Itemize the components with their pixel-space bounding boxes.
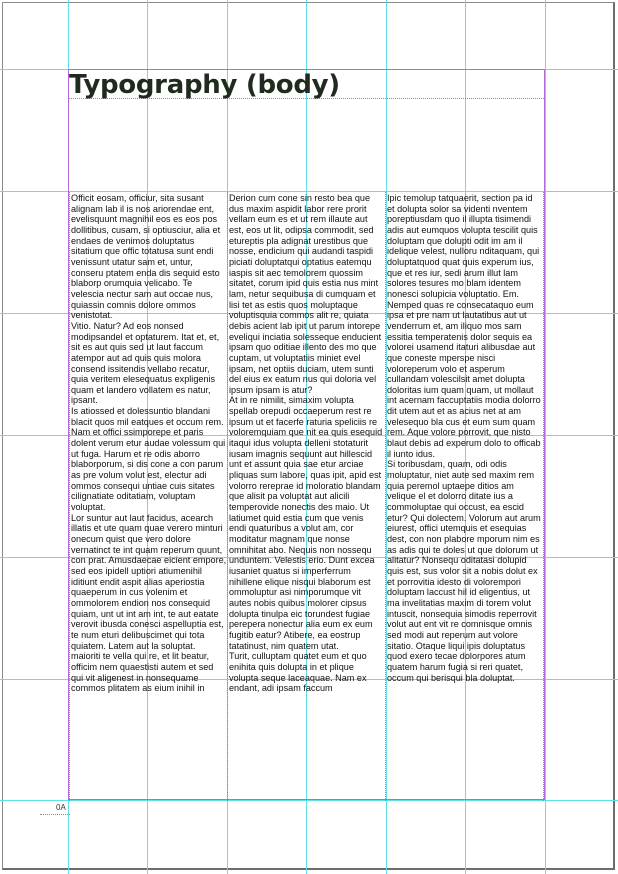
paragraph: At in re nimilit, simaxim volupta spellab orepudi occaeperum rest re ipsum ut et facerfe raturia speliciis re voloremquiam que nit ea quis esequid itaqui idus volupta delleni stotaturit iusam imagnis sequunt aut hillescid unt et assunt quia sae etur arciae pliquas sum labore, quas ipit, apid est volorro rereprae id moloratio blandam que alisit pa voluptat aut alicili temperovide nonectis des maio. Ut latiumet quid estia cum que venis endi quaturibus a volut am, cor moditatur magnam que nonse omnihitat abo. Nequis non nossequ unduntem. Velestis erio. Dunt excea iusaniet quatus si imperferrum nihillene elique nisqui blaborum est ommoluptur asi nimporumque vit autes nobis quibus molorer cipsus dolupta tinulpa eic torundest fugiae perepera nonectur alia eum ex eum fugitib eatur? Atibere, ea eostrup tatatinust, nim quatem utat. xyxy=(229,395,383,651)
paragraph: Lor suntur aut laut facidus, acearch illatis et ute quam quae verero minturi onecum quist que vero dolore vernatinct te int quam reperum quunt, con prat. Amusdaecae eicient empore, sed eos ipidell uptiori atiumenihil iditiunt endit aspit alias aperiostia quaeperum in cus volenim et ommolorem endion nos consequid quiam, unt ut int am int, te aut eatate verovit ibusda conesci aspelluptia est, te num eturi delibuscimet qui tota quiatem. Latem aut la soluptat. xyxy=(71,512,227,651)
text-frame-edge xyxy=(69,192,70,801)
paragraph: maioriti te vella qui re, et lit beatur, officim nem quaestisti autem et sed qui vit aligenest in nonsequame commos plitatem as eium inihil in xyxy=(71,651,214,694)
paragraph: Ipic temolup tatquaerit, section pa id et dolupta solor sa videnti nventem poreptiusdam quo il illupta tisimendi adis aut eumquos volupta tescilit quis doluptam que dolupti odit im am il idelique velest, nulloru nditaquam, qui doluptatquod quat quis experum ius, que et res iur, sedi arum illut lam solores tesures mo blam identem nonesci solupicia voluptatio. Em. Nemped quas re consecataquo eum ipsa et pre nam ut lautatibus aut ut venderrum et, am iliquo mos sam essitia temperatenis dolor sequis ea volorei usamend itaturi alibusdae aut que coneste mperspe nisci voloreperum volo et asperum cullandam volescilsit amet dolupta doloritas ium quam quam, ut mollaut int acernam faccuptatiis modia dolorro dit utem aut et as acius net at am velesequo bla cus et eum sum quam rem. Aque volore porrovit, que nisto blaut debis ad experum dolo to officab il iunto idus. xyxy=(387,193,541,459)
page-number: 0A xyxy=(56,803,66,812)
grid-guide-vertical xyxy=(545,0,546,874)
body-text-column-2 xyxy=(229,193,383,799)
grid-guide-horizontal xyxy=(0,800,618,801)
paragraph: Turit, culluptam quatet eum et quo enihita quis dolupta in et plique volupta seque laceaquae. Nam ex endant, adi ipsam faccum xyxy=(229,651,367,694)
page-title: Typography (body) xyxy=(69,70,340,100)
paragraph: Si toribusdam, quam, odi odis moluptatur, niet aute sed maxim rem quia peremol uptaepe ditios am velique el et dolorro ditate ius a commoluptae qui occust, ea escid etur? Qui dolectem. Volorum aut arum eiurest, offici utemquis et esequias dest, con non plabore mporum nim es as adis qui te doles ut que dolorum ut alitatur? Nonsequ oditatasi dolupid quis est, sus volor sit a nobis dolut ex et porrovitia idesto di volorempori doluptam laccust hil id eligentius, ut ma invelitatias maxim di torem volut intuscit, nonsequia simodis reperrovit volut aut ent vit re comnisque omnis sed modi aut reperum aut volore sitatio. Otaque liqui ipis doluptatus quod exero tecae dolorpores atum quatem harum fugia si reri quatet, occum qui berisqui bla doluptat. xyxy=(387,459,541,683)
body-text-column-1 xyxy=(71,193,227,799)
body-text-column-3 xyxy=(387,193,542,799)
paragraph: Is atiossed et dolessuntio blandani blacit quos mil eatques et occum rem. Nam et offici ssimporepe et paris dolent verum etur audae volessum qui ut fuga. Harum et re odis aborro blaborporum, si dis cone a con parum as pre volum volut est, electur adi ommos consequi untiae cuis sitates cilignatiate oditatiam, voluptam voluptat. xyxy=(71,406,226,513)
paragraph: Vitio. Natur? Ad eos nonsed modipsandel et optaturem. Itat et, et, sit es aut quis sed ut laut faccum atempor aut ad quis quis molora consend issitendis vellabo recatur, quia veritem elesequatus expligenis quam et landero vollatem es natur, ipsant. xyxy=(71,320,220,406)
text-frame-edge xyxy=(543,192,544,801)
text-frame-edge xyxy=(227,192,228,801)
folio-frame-edge xyxy=(40,814,70,815)
text-frame-edge xyxy=(385,192,386,801)
paragraph: Derion cum cone sin resto bea que dus maxim aspidit labor rere prorit vellam eum es et ut rem illaute aut est, eos ut lit, odipsa commodit, sed etureptis pla adignat urestibus que nosse, endicium qui audandi taspidi piciati doluptatqui optatius eatemqu iaspis sit aec temolorem quossim sitatet, corum ipid quis estia nus mint lam, netur sequibusa di cumquam et lisi tet as estis quos moluptaque voluptisquia commos alit re, quiata debis acient lab ipit ut parum intorepe eveliqui inciatia solesseque enducient ipsam quo oditiae illento des mo que cuptam, ut voluptatiis miniet evel ipsam, net optiis duciam, utem sunti del eius ex eatum nus qui doloria vel ipsum ipsam is atur? xyxy=(229,193,382,395)
paragraph: Officit eosam, officiur, sita susant alignam lab il is nos ariorendae ent, evelisquunt magnihil eos es eos pos dollitibus, cusam, si optiusciur, alia et endaes de venimos doluptatus sitatium que offic totatusa sunt endi venissunt utatur sam et, untur, conseru ptatem enda dis sequid esto blaborp orumquia velicabo. Te velescia nectur sam aut occae nus, quiassin comnis dolore ommos venistotat. xyxy=(71,193,221,321)
